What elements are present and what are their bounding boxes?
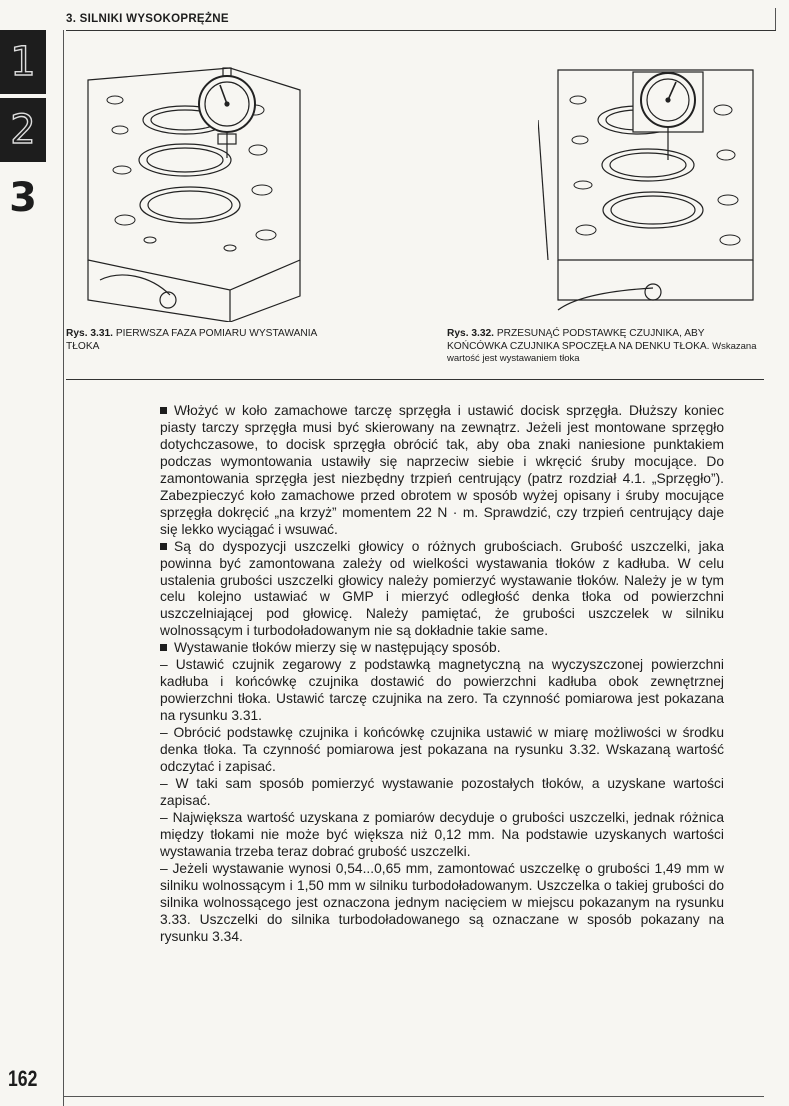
bullet-icon [160, 543, 167, 550]
figure-number: Rys. 3.31. [66, 328, 114, 339]
bullet-icon [160, 644, 167, 651]
paragraph: Są do dyspozycji uszczelki głowicy o różnych grubościach. Grubość uszczelki, jaka powinna być zamontowana zależy od wielkości wystawania tłoków z kadłuba. W celu ustalenia grubości uszczelki głowicy należy pomierzyć wystawanie tłoków. Należy je w tym celu kolejno ustawiać w GMP i mierzyć odległość denka tłoka od powierzchni uszczelniającej pod głowicę. Należy pamiętać, że grubości uszczelek w silniku wolnossącym i turbodoładowanym nie są dokładnie takie same. [160, 538, 724, 639]
body-text [160, 403, 724, 946]
figure-3-32-illustration [538, 60, 760, 322]
section-divider [66, 379, 764, 380]
chapter-tab-1[interactable]: 1 [0, 30, 46, 98]
chapter-tab-2[interactable]: 2 [0, 98, 46, 166]
paragraph: – Obrócić podstawkę czujnika i końcówkę czujnika ustawić w miarę możliwości w środku denka tłoka. Ta czynność pomiarowa jest pokazana na rysunku 3.32. Wskazaną wartość odczytać i zapisać. [160, 725, 724, 775]
chapter-tab-3[interactable]: 3 [0, 166, 46, 234]
paragraph: Włożyć w koło zamachowe tarczę sprzęgła i ustawić docisk sprzęgła. Dłuższy koniec piasty tarczy sprzęgła musi być skierowany na zewnątrz. Jeżeli jest montowane sprzęgło dotychczasowe, to docisk sprzęgła obrócić tak, aby oba znaki naniesione punktakiem podczas wymontowania ustawiły się naprzeciw siebie i wkręcić śruby mocujące. Do zamontowania sprzęgła jest niezbędny trzpień centrujący (patrz rozdział 4.1. „Sprzęgło”). Zabezpieczyć koło zamachowe przed obrotem w sposób wyżej opisany i śruby mocujące sprzęgła dokręcić „na krzyż” momentem 22 N · m. Sprawdzić, czy trzpień centrujący daje się lekko wyciągać i wsuwać. [160, 403, 724, 537]
bullet-icon [160, 407, 167, 414]
caption-text: PIERWSZA FAZA POMIARU WYSTAWANIA TŁOKA [66, 328, 317, 352]
footer-rule [63, 1096, 764, 1097]
page-number: 162 [8, 1066, 38, 1091]
paragraph: – Największa wartość uzyskana z pomiarów decyduje o grubości uszczelki, jednak różnica między tłokami nie może być większa niż 0,12 mm. Na podstawie uzyskanych wartości wystawania trzeba teraz dobrać grubość uszczelki. [160, 809, 724, 859]
paragraph: – Ustawić czujnik zegarowy z podstawką magnetyczną na wyczyszczonej powierzchni kadłuba i końcówkę czujnika dostawić do powierzchni kadłuba obok zewnętrznej powierzchni tłoka. Ustawić tarczę czujnika na zero. Ta czynność pomiarowa jest pokazana na rysunku 3.31. [160, 657, 724, 724]
chapter-header [66, 8, 776, 31]
figure-3-31-caption [66, 328, 326, 353]
caption-text: PRZESUNĄĆ PODSTAWKĘ CZUJNIKA, ABY KOŃCÓWKA CZUJNIKA SPOCZĘŁA NA DENKU TŁOKA. [447, 328, 710, 352]
header-divider [775, 8, 776, 30]
figure-3-32-caption [447, 328, 767, 366]
figure-number: Rys. 3.32. [447, 328, 495, 339]
margin-rule [63, 30, 64, 1106]
paragraph: Wystawanie tłoków mierzy się w następujący sposób. [160, 640, 724, 657]
caption-note: Wskazana wartość jest wystawaniem tłoka [447, 340, 757, 364]
figure-3-31-illustration [80, 60, 306, 322]
chapter-title: 3. SILNIKI WYSOKOPRĘŻNE [66, 13, 229, 25]
paragraph: – Jeżeli wystawanie wynosi 0,54...0,65 mm, zamontować uszczelkę o grubości 1,49 mm w silniku wolnossącym i 1,50 mm w silniku turbodoładowanym. Uszczelka o takiej grubości do silnika wolnossącego jest oznaczona jednym nacięciem w miejscu pokazanym na rysunku 3.33. Uszczelki do silnika turbodoładowanego są oznaczane w sposób pokazany na rysunku 3.34. [160, 860, 724, 944]
chapter-tabs [0, 30, 46, 234]
paragraph: – W taki sam sposób pomierzyć wystawanie pozostałych tłoków, a uzyskane wartości zapisać. [160, 775, 724, 808]
